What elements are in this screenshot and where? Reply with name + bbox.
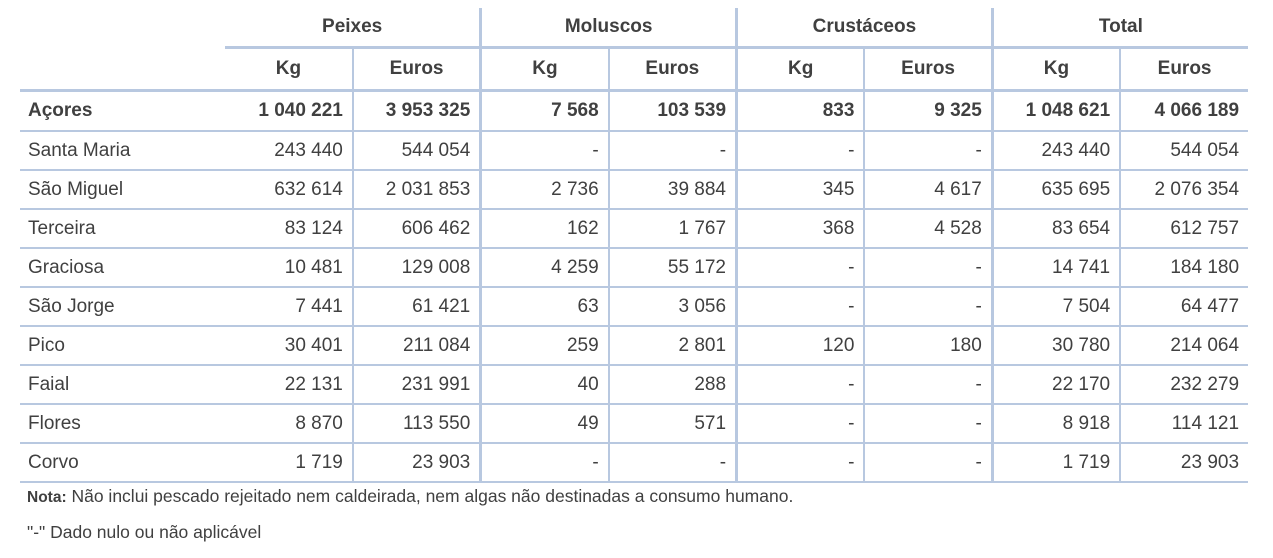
cell-moluscos-euros: 3 056 xyxy=(609,287,737,326)
group-header-moluscos: Moluscos xyxy=(481,8,737,48)
table-row xyxy=(20,287,1248,326)
fisheries-table xyxy=(20,8,1248,483)
cell-peixes-euros: 61 421 xyxy=(353,287,481,326)
cell-moluscos-kg: - xyxy=(481,131,609,170)
cell-total-kg: 8 918 xyxy=(992,404,1120,443)
nota-label: Nota: xyxy=(27,489,67,506)
cell-peixes-kg: 83 124 xyxy=(225,209,353,248)
group-header-row xyxy=(20,8,1248,48)
cell-crustaceos-euros: - xyxy=(864,287,992,326)
cell-crustaceos-kg: 368 xyxy=(737,209,865,248)
cell-total-euros: 184 180 xyxy=(1120,248,1248,287)
cell-total-euros: 544 054 xyxy=(1120,131,1248,170)
cell-moluscos-euros: 2 801 xyxy=(609,326,737,365)
cell-total-kg: 30 780 xyxy=(992,326,1120,365)
cell-crustaceos-kg: - xyxy=(737,287,865,326)
group-header-total: Total xyxy=(992,8,1248,48)
row-label: Flores xyxy=(20,404,225,443)
cell-peixes-euros: 3 953 325 xyxy=(353,91,481,132)
subheader-kg: Kg xyxy=(992,48,1120,91)
cell-total-kg: 22 170 xyxy=(992,365,1120,404)
table-row xyxy=(20,365,1248,404)
cell-crustaceos-euros: 4 528 xyxy=(864,209,992,248)
cell-crustaceos-euros: 4 617 xyxy=(864,170,992,209)
corner-cell xyxy=(20,8,225,48)
row-label: São Miguel xyxy=(20,170,225,209)
cell-total-euros: 612 757 xyxy=(1120,209,1248,248)
row-label: Corvo xyxy=(20,443,225,482)
cell-moluscos-euros: - xyxy=(609,443,737,482)
cell-moluscos-euros: 571 xyxy=(609,404,737,443)
row-label: Santa Maria xyxy=(20,131,225,170)
table-row xyxy=(20,170,1248,209)
subheader-euros: Euros xyxy=(864,48,992,91)
table-row xyxy=(20,404,1248,443)
cell-peixes-kg: 1 719 xyxy=(225,443,353,482)
cell-peixes-euros: 211 084 xyxy=(353,326,481,365)
cell-peixes-euros: 23 903 xyxy=(353,443,481,482)
subheader-kg: Kg xyxy=(225,48,353,91)
cell-moluscos-kg: - xyxy=(481,443,609,482)
cell-crustaceos-euros: - xyxy=(864,131,992,170)
group-header-peixes: Peixes xyxy=(225,8,481,48)
table-header xyxy=(20,8,1248,91)
cell-peixes-kg: 1 040 221 xyxy=(225,91,353,132)
cell-crustaceos-euros: 180 xyxy=(864,326,992,365)
legend-line: "-" Dado nulo ou não aplicável xyxy=(27,522,262,542)
cell-moluscos-euros: 1 767 xyxy=(609,209,737,248)
cell-total-kg: 83 654 xyxy=(992,209,1120,248)
cell-moluscos-euros: 288 xyxy=(609,365,737,404)
group-header-crustaceos: Crustáceos xyxy=(737,8,993,48)
cell-total-euros: 214 064 xyxy=(1120,326,1248,365)
fisheries-table-container xyxy=(20,8,1248,483)
row-label: São Jorge xyxy=(20,287,225,326)
cell-peixes-euros: 2 031 853 xyxy=(353,170,481,209)
cell-peixes-euros: 231 991 xyxy=(353,365,481,404)
cell-total-kg: 635 695 xyxy=(992,170,1120,209)
cell-total-euros: 23 903 xyxy=(1120,443,1248,482)
total-row-acores xyxy=(20,91,1248,132)
cell-crustaceos-kg: 345 xyxy=(737,170,865,209)
cell-moluscos-kg: 49 xyxy=(481,404,609,443)
cell-moluscos-euros: 103 539 xyxy=(609,91,737,132)
subheader-row xyxy=(20,48,1248,91)
cell-moluscos-kg: 4 259 xyxy=(481,248,609,287)
row-label: Pico xyxy=(20,326,225,365)
table-body xyxy=(20,91,1248,483)
corner-cell xyxy=(20,48,225,91)
cell-crustaceos-euros: - xyxy=(864,443,992,482)
cell-crustaceos-kg: 120 xyxy=(737,326,865,365)
nota-text: Não inclui pescado rejeitado nem caldeirada, nem algas não destinadas a consumo humano. xyxy=(66,486,794,506)
table-row xyxy=(20,443,1248,482)
cell-crustaceos-kg: - xyxy=(737,404,865,443)
cell-moluscos-euros: 39 884 xyxy=(609,170,737,209)
subheader-euros: Euros xyxy=(609,48,737,91)
cell-peixes-euros: 606 462 xyxy=(353,209,481,248)
cell-crustaceos-kg: - xyxy=(737,131,865,170)
cell-crustaceos-euros: - xyxy=(864,404,992,443)
cell-peixes-kg: 8 870 xyxy=(225,404,353,443)
cell-crustaceos-kg: 833 xyxy=(737,91,865,132)
cell-moluscos-kg: 7 568 xyxy=(481,91,609,132)
cell-peixes-kg: 22 131 xyxy=(225,365,353,404)
row-label: Graciosa xyxy=(20,248,225,287)
cell-moluscos-kg: 2 736 xyxy=(481,170,609,209)
subheader-euros: Euros xyxy=(353,48,481,91)
cell-moluscos-euros: - xyxy=(609,131,737,170)
cell-total-euros: 64 477 xyxy=(1120,287,1248,326)
cell-peixes-euros: 129 008 xyxy=(353,248,481,287)
table-row xyxy=(20,209,1248,248)
table-row xyxy=(20,326,1248,365)
cell-crustaceos-kg: - xyxy=(737,365,865,404)
subheader-kg: Kg xyxy=(737,48,865,91)
row-label: Açores xyxy=(20,91,225,132)
cell-total-kg: 1 048 621 xyxy=(992,91,1120,132)
cell-crustaceos-kg: - xyxy=(737,248,865,287)
cell-moluscos-kg: 259 xyxy=(481,326,609,365)
row-label: Terceira xyxy=(20,209,225,248)
table-notes xyxy=(27,484,793,544)
cell-moluscos-euros: 55 172 xyxy=(609,248,737,287)
cell-moluscos-kg: 63 xyxy=(481,287,609,326)
cell-crustaceos-euros: - xyxy=(864,248,992,287)
cell-peixes-euros: 544 054 xyxy=(353,131,481,170)
cell-moluscos-kg: 40 xyxy=(481,365,609,404)
cell-peixes-kg: 243 440 xyxy=(225,131,353,170)
cell-total-euros: 114 121 xyxy=(1120,404,1248,443)
cell-peixes-euros: 113 550 xyxy=(353,404,481,443)
cell-peixes-kg: 10 481 xyxy=(225,248,353,287)
subheader-kg: Kg xyxy=(481,48,609,91)
cell-peixes-kg: 7 441 xyxy=(225,287,353,326)
cell-total-euros: 4 066 189 xyxy=(1120,91,1248,132)
cell-moluscos-kg: 162 xyxy=(481,209,609,248)
cell-crustaceos-euros: 9 325 xyxy=(864,91,992,132)
row-label: Faial xyxy=(20,365,225,404)
nota-line xyxy=(27,484,793,508)
cell-peixes-kg: 632 614 xyxy=(225,170,353,209)
cell-peixes-kg: 30 401 xyxy=(225,326,353,365)
cell-total-kg: 1 719 xyxy=(992,443,1120,482)
cell-total-euros: 2 076 354 xyxy=(1120,170,1248,209)
cell-total-kg: 14 741 xyxy=(992,248,1120,287)
cell-crustaceos-kg: - xyxy=(737,443,865,482)
subheader-euros: Euros xyxy=(1120,48,1248,91)
cell-crustaceos-euros: - xyxy=(864,365,992,404)
table-row xyxy=(20,131,1248,170)
cell-total-kg: 243 440 xyxy=(992,131,1120,170)
cell-total-kg: 7 504 xyxy=(992,287,1120,326)
cell-total-euros: 232 279 xyxy=(1120,365,1248,404)
table-row xyxy=(20,248,1248,287)
